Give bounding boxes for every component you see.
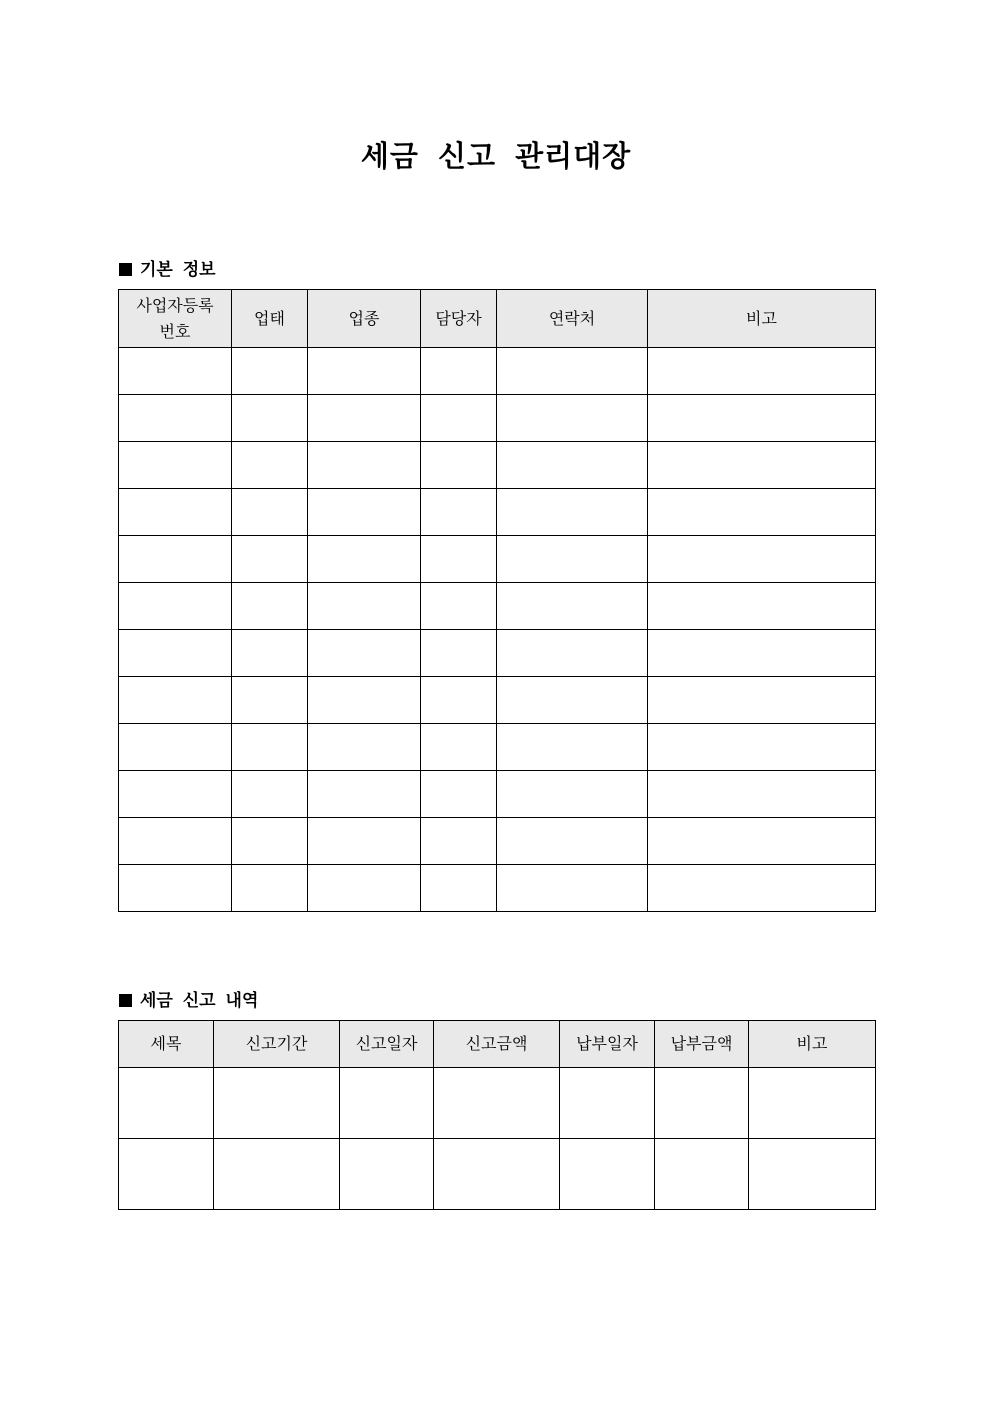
header-report-date: 신고일자 (340, 1021, 434, 1068)
table-cell[interactable] (119, 865, 232, 912)
table-cell[interactable] (497, 583, 648, 630)
basic-info-row (119, 818, 876, 865)
basic-info-row (119, 865, 876, 912)
table-cell[interactable] (308, 630, 421, 677)
table-cell[interactable] (119, 348, 232, 395)
table-cell[interactable] (648, 677, 876, 724)
basic-info-header-row (119, 290, 876, 348)
table-cell[interactable] (421, 771, 497, 818)
table-cell[interactable] (497, 865, 648, 912)
tax-report-header-row (119, 1021, 876, 1068)
table-cell[interactable] (119, 489, 232, 536)
table-cell[interactable] (308, 771, 421, 818)
table-cell[interactable] (497, 818, 648, 865)
header-contact: 연락처 (497, 290, 648, 348)
basic-info-row (119, 583, 876, 630)
table-cell[interactable] (497, 771, 648, 818)
table-cell[interactable] (749, 1068, 876, 1139)
table-cell[interactable] (308, 489, 421, 536)
table-cell[interactable] (421, 489, 497, 536)
table-cell[interactable] (421, 348, 497, 395)
basic-info-row (119, 442, 876, 489)
table-cell[interactable] (119, 1139, 214, 1210)
table-cell[interactable] (497, 724, 648, 771)
table-cell[interactable] (308, 677, 421, 724)
header-remarks: 비고 (648, 290, 876, 348)
table-cell[interactable] (648, 348, 876, 395)
tax-report-table (118, 1020, 876, 1210)
table-cell[interactable] (232, 865, 308, 912)
table-cell[interactable] (497, 536, 648, 583)
table-cell[interactable] (232, 818, 308, 865)
table-cell[interactable] (648, 865, 876, 912)
section-tax-report-label: 세금 신고 내역 (140, 991, 259, 1011)
table-cell[interactable] (119, 442, 232, 489)
table-cell[interactable] (421, 395, 497, 442)
basic-info-row (119, 536, 876, 583)
table-cell[interactable] (232, 630, 308, 677)
table-cell[interactable] (421, 630, 497, 677)
table-cell[interactable] (497, 348, 648, 395)
table-cell[interactable] (232, 489, 308, 536)
table-cell[interactable] (497, 442, 648, 489)
header-payment-date: 납부일자 (560, 1021, 655, 1068)
table-cell[interactable] (655, 1139, 749, 1210)
basic-info-table (118, 289, 876, 912)
table-cell[interactable] (497, 489, 648, 536)
table-cell[interactable] (119, 395, 232, 442)
basic-info-row (119, 348, 876, 395)
table-cell[interactable] (308, 348, 421, 395)
basic-info-row (119, 724, 876, 771)
table-cell[interactable] (340, 1139, 434, 1210)
table-cell[interactable] (421, 818, 497, 865)
document-title: 세금 신고 관리대장 (360, 139, 632, 173)
table-cell[interactable] (648, 442, 876, 489)
table-cell[interactable] (232, 677, 308, 724)
table-cell[interactable] (119, 536, 232, 583)
table-cell[interactable] (648, 630, 876, 677)
basic-info-row (119, 395, 876, 442)
header-payment-amount: 납부금액 (655, 1021, 749, 1068)
header-remarks: 비고 (749, 1021, 876, 1068)
table-cell[interactable] (421, 536, 497, 583)
table-cell[interactable] (308, 395, 421, 442)
section-basic-info-heading (119, 255, 216, 280)
section-basic-info-label: 기본 정보 (140, 260, 216, 280)
header-report-period: 신고기간 (214, 1021, 340, 1068)
tax-report-row (119, 1068, 876, 1139)
table-cell[interactable] (560, 1068, 655, 1139)
table-cell[interactable] (648, 724, 876, 771)
table-cell[interactable] (308, 865, 421, 912)
square-bullet-icon (119, 263, 132, 276)
table-cell[interactable] (232, 583, 308, 630)
table-cell[interactable] (119, 1068, 214, 1139)
table-cell[interactable] (119, 630, 232, 677)
header-business-item: 업종 (308, 290, 421, 348)
table-cell[interactable] (648, 489, 876, 536)
table-cell[interactable] (232, 442, 308, 489)
header-business-type: 업태 (232, 290, 308, 348)
basic-info-row (119, 630, 876, 677)
table-cell[interactable] (421, 677, 497, 724)
basic-info-row (119, 677, 876, 724)
square-bullet-icon (119, 994, 132, 1007)
table-cell[interactable] (232, 771, 308, 818)
table-cell[interactable] (497, 677, 648, 724)
table-cell[interactable] (308, 724, 421, 771)
table-cell[interactable] (119, 771, 232, 818)
table-cell[interactable] (119, 724, 232, 771)
table-cell[interactable] (421, 583, 497, 630)
table-cell[interactable] (308, 442, 421, 489)
basic-info-row (119, 489, 876, 536)
basic-info-row (119, 771, 876, 818)
table-cell[interactable] (497, 630, 648, 677)
section-tax-report-heading (119, 986, 258, 1011)
table-cell[interactable] (214, 1139, 340, 1210)
table-cell[interactable] (434, 1068, 560, 1139)
table-cell[interactable] (560, 1139, 655, 1210)
table-cell[interactable] (421, 865, 497, 912)
table-cell[interactable] (308, 583, 421, 630)
table-cell[interactable] (308, 536, 421, 583)
table-cell[interactable] (648, 771, 876, 818)
table-cell[interactable] (434, 1139, 560, 1210)
table-cell[interactable] (749, 1139, 876, 1210)
table-cell[interactable] (308, 818, 421, 865)
table-cell[interactable] (232, 348, 308, 395)
header-business-reg-number: 사업자등록 번호 (119, 290, 232, 348)
table-cell[interactable] (232, 724, 308, 771)
table-cell[interactable] (648, 395, 876, 442)
tax-report-row (119, 1139, 876, 1210)
table-cell[interactable] (648, 818, 876, 865)
table-cell[interactable] (655, 1068, 749, 1139)
header-person-in-charge: 담당자 (421, 290, 497, 348)
table-cell[interactable] (232, 536, 308, 583)
table-cell[interactable] (119, 583, 232, 630)
table-cell[interactable] (119, 677, 232, 724)
table-cell[interactable] (421, 724, 497, 771)
table-cell[interactable] (421, 442, 497, 489)
header-report-amount: 신고금액 (434, 1021, 560, 1068)
table-cell[interactable] (119, 818, 232, 865)
table-cell[interactable] (232, 395, 308, 442)
table-cell[interactable] (648, 536, 876, 583)
header-tax-item: 세목 (119, 1021, 214, 1068)
table-cell[interactable] (214, 1068, 340, 1139)
table-cell[interactable] (648, 583, 876, 630)
table-cell[interactable] (340, 1068, 434, 1139)
table-cell[interactable] (497, 395, 648, 442)
